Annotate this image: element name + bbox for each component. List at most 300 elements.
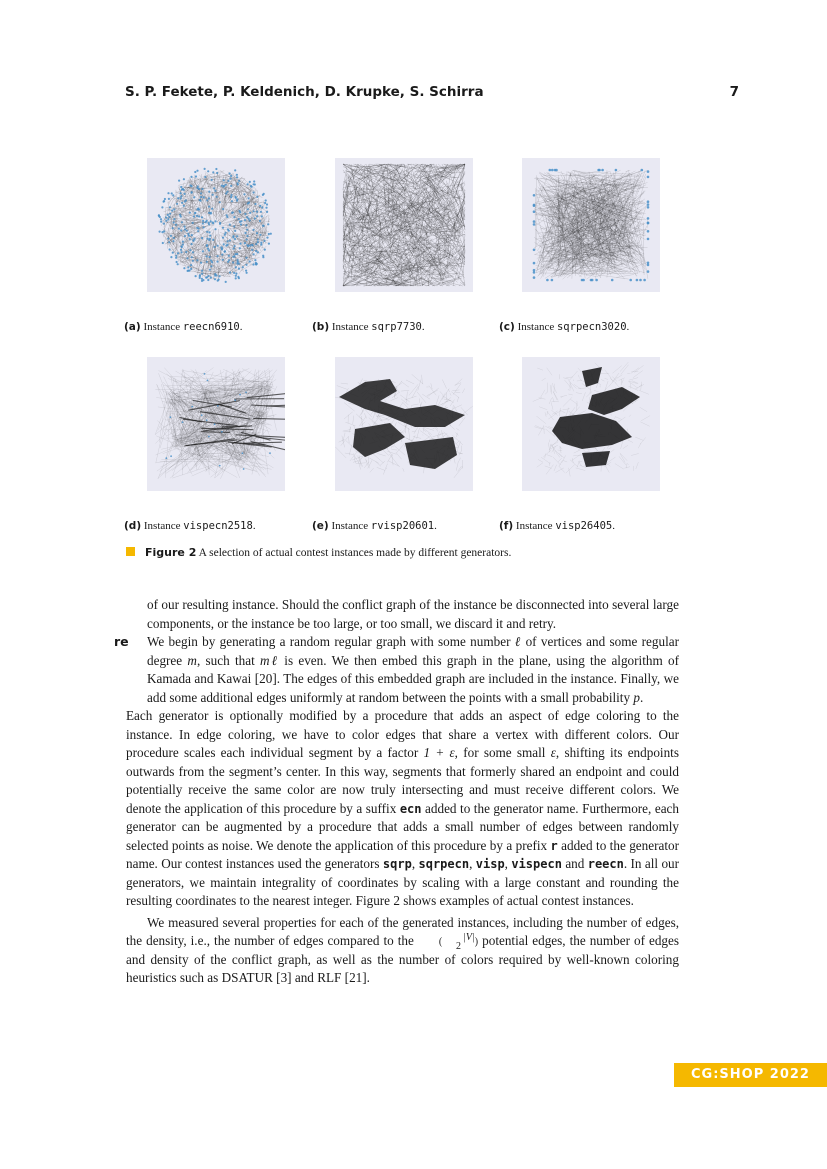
- edge-line: [442, 380, 446, 389]
- code-token: ecn: [399, 801, 422, 816]
- edge-line: [335, 447, 346, 458]
- edge-line: [559, 408, 560, 416]
- vertex-dot: [233, 248, 235, 250]
- vertex-dot: [234, 253, 236, 255]
- vertex-dot: [267, 223, 269, 225]
- vertex-dot: [235, 266, 237, 268]
- paragraph-properties: [126, 914, 679, 988]
- vertex-dot: [554, 169, 557, 172]
- vertex-dot: [216, 196, 218, 198]
- vertex-dot: [192, 251, 194, 253]
- vertex-dot: [260, 211, 262, 213]
- vertex-dot: [195, 175, 197, 177]
- vertex-dot: [184, 193, 186, 195]
- edge-line: [566, 408, 568, 416]
- continued-paragraph: of our resulting instance. Should the conflict graph of the instance be disconnected into several large components, or the instance be too large, or too small, we discard it and retry.: [147, 597, 679, 631]
- vertex-dot: [208, 249, 210, 251]
- text-run: We begin by generating a random regular graph with some number: [147, 634, 515, 649]
- vertex-dot: [202, 250, 204, 252]
- vertex-dot: [208, 197, 210, 199]
- edge-line: [576, 403, 577, 410]
- vertex-dot: [259, 234, 261, 236]
- subcaption-label: (a): [124, 321, 141, 333]
- vertex-dot: [263, 240, 265, 242]
- vertex-dot: [226, 214, 228, 216]
- vertex-dot: [533, 194, 536, 197]
- vertex-dot: [194, 238, 196, 240]
- edge-line: [623, 445, 628, 449]
- vertex-dot: [211, 179, 213, 181]
- subcaption-prefix: Instance: [515, 520, 553, 532]
- edge-line: [353, 461, 358, 462]
- vertex-dot: [247, 202, 249, 204]
- vertex-dot: [225, 192, 227, 194]
- edge-line: [551, 402, 553, 409]
- edge-line: [574, 450, 581, 453]
- generator-tag: re: [114, 634, 129, 649]
- math-var: mℓ: [260, 652, 280, 668]
- vertex-dot: [224, 250, 226, 252]
- vertex-dot: [256, 215, 258, 217]
- vertex-dot: [178, 180, 180, 182]
- vertex-dot: [203, 196, 205, 198]
- vertex-dot: [210, 276, 212, 278]
- vertex-dot: [249, 181, 251, 183]
- vertex-dot: [176, 261, 178, 263]
- vertex-dot: [232, 261, 234, 263]
- math-var: p: [633, 689, 640, 705]
- vertex-dot: [222, 208, 224, 210]
- edge-line: [635, 384, 644, 389]
- edge-line: [537, 368, 543, 370]
- edge-line: [450, 393, 451, 395]
- vertex-dot: [235, 197, 237, 199]
- vertex-dot: [200, 196, 202, 198]
- vertex-dot: [242, 266, 244, 268]
- vertex-dot: [181, 202, 183, 204]
- edge-line: [438, 394, 445, 406]
- vertex-dot: [177, 252, 179, 254]
- edge-line: [547, 411, 554, 420]
- subcaption-c: (c) Instance sqrpecn3020.: [499, 321, 630, 333]
- edge-line: [626, 170, 631, 171]
- edge-line: [424, 427, 434, 430]
- edge-line: [366, 459, 367, 462]
- edge-line: [569, 407, 575, 416]
- edge-line: [457, 433, 458, 437]
- vertex-dot: [171, 192, 173, 194]
- binom-top: |V|: [463, 931, 475, 943]
- edge-line: [457, 397, 458, 402]
- vertex-dot: [191, 256, 193, 258]
- figure-panel-e: [335, 357, 473, 491]
- vertex-dot: [647, 238, 650, 241]
- edge-line: [341, 436, 349, 446]
- vertex-dot: [165, 220, 167, 222]
- vertex-dot: [196, 227, 198, 229]
- vertex-dot: [194, 212, 196, 214]
- vertex-dot: [189, 249, 191, 251]
- vertex-dot: [206, 261, 208, 263]
- vertex-dot: [234, 245, 236, 247]
- vertex-dot: [262, 256, 264, 258]
- vertex-dot: [193, 240, 195, 242]
- code-token: visp: [475, 857, 505, 871]
- vertex-dot: [253, 210, 255, 212]
- instance-name: visp26405: [555, 520, 613, 532]
- vertex-dot: [533, 210, 536, 213]
- edge-mass: [588, 387, 640, 415]
- edge-line: [609, 377, 618, 387]
- vertex-dot: [177, 263, 179, 265]
- vertex-dot: [206, 276, 208, 278]
- edge-line: [389, 454, 398, 466]
- edge-line: [422, 394, 430, 399]
- vertex-dot: [160, 218, 162, 220]
- vertex-dot: [173, 221, 175, 223]
- text-run: of vertices and some regular degree: [147, 634, 679, 668]
- vertex-dot: [163, 223, 165, 225]
- edge-line: [156, 401, 170, 463]
- edge-line: [388, 451, 397, 454]
- edge-line: [638, 443, 641, 448]
- code-token: reecn: [587, 857, 624, 871]
- edge-line: [559, 461, 562, 466]
- vertex-dot: [190, 176, 192, 178]
- edge-line: [576, 393, 582, 394]
- vertex-dot: [189, 212, 191, 214]
- edge-line: [547, 455, 552, 457]
- vertex-dot: [206, 419, 208, 421]
- vertex-dot: [213, 246, 215, 248]
- vertex-dot: [216, 172, 218, 174]
- edge-line: [345, 422, 355, 426]
- vertex-dot: [197, 208, 199, 210]
- vertex-dot: [226, 191, 228, 193]
- vertex-dot: [191, 185, 193, 187]
- vertex-dot: [255, 250, 257, 252]
- vertex-dot: [237, 276, 239, 278]
- vertex-dot: [636, 279, 639, 282]
- vertex-dot: [201, 278, 203, 280]
- vertex-dot: [170, 455, 172, 457]
- vertex-dot: [172, 240, 174, 242]
- edge-line: [364, 413, 366, 418]
- vertex-dot: [223, 185, 225, 187]
- vertex-dot: [215, 168, 217, 170]
- vertex-dot: [194, 171, 196, 173]
- vertex-dot: [170, 256, 172, 258]
- edge-line: [412, 435, 415, 442]
- edge-line: [345, 453, 354, 455]
- vertex-dot: [168, 241, 170, 243]
- vertex-dot: [178, 228, 180, 230]
- text-run: added to the generator name. Furthermore, each generator can be augmented by a procedure that adds a small number of edges between randomly selected points as noise. We denote the application of this procedure by a prefix: [126, 800, 679, 853]
- vertex-dot: [179, 214, 181, 216]
- vertex-dot: [266, 211, 268, 213]
- edge-line: [449, 389, 450, 392]
- text-run: , shifting its endpoints outwards from the segment’s center. In this way, segments that formerly shared an endpoint and could potentially receive the same color are now truly intersecting and must receive different colors. We denote the application of this procedure by a suffix: [126, 745, 679, 816]
- vertex-dot: [181, 246, 183, 248]
- edge-line: [570, 399, 576, 403]
- edge-line: [459, 417, 465, 425]
- vertex-dot: [192, 222, 194, 224]
- edge-line: [605, 370, 612, 378]
- vertex-dot: [551, 169, 554, 172]
- text-run: .: [639, 689, 644, 705]
- vertex-dot: [225, 184, 227, 186]
- vertex-dot: [222, 237, 224, 239]
- edge-line: [409, 384, 418, 395]
- edge-line: [359, 416, 366, 426]
- edge-line: [636, 462, 639, 469]
- vertex-dot: [268, 233, 270, 235]
- edge-line: [574, 384, 581, 389]
- vertex-dot: [215, 220, 217, 222]
- edge-line: [403, 468, 404, 472]
- vertex-dot: [230, 194, 232, 196]
- vertex-dot: [164, 198, 166, 200]
- vertex-dot: [647, 176, 650, 179]
- subcaption-prefix: Instance: [517, 321, 555, 333]
- vertex-dot: [239, 247, 241, 249]
- vertex-dot: [196, 170, 198, 172]
- vertex-dot: [244, 242, 246, 244]
- math-var: ℓ: [514, 634, 522, 649]
- vertex-dot: [225, 232, 227, 234]
- vertex-dot: [221, 431, 223, 433]
- vertex-dot: [200, 262, 202, 264]
- vertex-dot: [193, 196, 195, 198]
- vertex-dot: [221, 185, 223, 187]
- vertex-dot: [210, 212, 212, 214]
- edge-line: [635, 437, 643, 440]
- vertex-dot: [214, 273, 216, 275]
- edge-line: [183, 195, 194, 197]
- edge-line: [545, 412, 546, 416]
- vertex-dot: [223, 243, 225, 245]
- vertex-dot: [260, 242, 262, 244]
- vertex-dot: [201, 414, 203, 416]
- edge-line: [368, 460, 372, 468]
- vertex-dot: [260, 244, 262, 246]
- instance-name: vispecn2518: [183, 520, 253, 532]
- paragraph-edge-coloring: [126, 707, 679, 911]
- subcaption-d: (d) Instance vispecn2518.: [124, 520, 256, 532]
- vertex-dot: [234, 399, 236, 401]
- vertex-dot: [230, 175, 232, 177]
- vertex-dot: [160, 221, 162, 223]
- subcaption-prefix: Instance: [143, 520, 181, 532]
- vertex-dot: [255, 243, 257, 245]
- vertex-dot: [209, 238, 211, 240]
- edge-line: [605, 378, 608, 379]
- vertex-dot: [199, 274, 201, 276]
- edge-line: [553, 457, 561, 465]
- vertex-dot: [187, 270, 189, 272]
- generator-re-item: [114, 633, 679, 707]
- edge-line: [370, 468, 374, 472]
- vertex-dot: [249, 260, 251, 262]
- vertex-dot: [217, 405, 219, 407]
- vertex-dot: [240, 220, 242, 222]
- vertex-dot: [233, 216, 235, 218]
- vertex-dot: [533, 249, 536, 252]
- vertex-dot: [198, 215, 200, 217]
- vertex-dot: [208, 436, 210, 438]
- vertex-dot: [236, 200, 238, 202]
- vertex-dot: [254, 203, 256, 205]
- vertex-dot: [236, 174, 238, 176]
- text-run: ,: [504, 856, 512, 871]
- vertex-dot: [221, 254, 223, 256]
- figure-panel-f: [522, 357, 660, 491]
- vertex-dot: [180, 197, 182, 199]
- vertex-dot: [219, 201, 221, 203]
- vertex-dot: [214, 423, 216, 425]
- edge-line: [395, 422, 397, 426]
- edge-line: [556, 453, 560, 458]
- vertex-dot: [182, 421, 184, 423]
- edge-line: [634, 365, 643, 372]
- vertex-dot: [207, 248, 209, 250]
- vertex-dot: [165, 457, 167, 459]
- edge-line: [436, 395, 439, 404]
- vertex-dot: [233, 225, 235, 227]
- edge-line: [546, 465, 553, 475]
- vertex-dot: [229, 224, 231, 226]
- vertex-dot: [192, 260, 194, 262]
- vertex-dot: [243, 468, 245, 470]
- vertex-dot: [246, 239, 248, 241]
- vertex-dot: [251, 249, 253, 251]
- vertex-dot: [210, 220, 212, 222]
- edge-line: [580, 465, 587, 467]
- vertex-dot: [175, 255, 177, 257]
- vertex-dot: [222, 259, 224, 261]
- vertex-dot: [196, 215, 198, 217]
- edge-line: [640, 422, 650, 427]
- edge-line: [400, 395, 409, 402]
- edge-line: [553, 397, 555, 402]
- vertex-dot: [167, 192, 169, 194]
- edge-line: [578, 461, 581, 466]
- vertex-dot: [533, 271, 536, 274]
- vertex-dot: [235, 273, 237, 275]
- edge-line: [167, 242, 182, 263]
- edge-line: [429, 386, 436, 396]
- edge-line: [427, 388, 438, 397]
- vertex-dot: [167, 238, 169, 240]
- vertex-dot: [647, 170, 650, 173]
- vertex-dot: [187, 266, 189, 268]
- subcaption-b: (b) Instance sqrp7730.: [312, 321, 425, 333]
- edge-line: [569, 371, 578, 381]
- subcaption-a: (a) Instance reecn6910.: [124, 321, 243, 333]
- edge-line: [341, 383, 348, 384]
- vertex-dot: [629, 279, 632, 282]
- vertex-dot: [191, 243, 193, 245]
- edge-line: [454, 467, 463, 478]
- edge-line: [631, 368, 639, 374]
- subcaption-prefix: Instance: [331, 520, 369, 532]
- subcaption-prefix: Instance: [143, 321, 181, 333]
- vertex-dot: [243, 193, 245, 195]
- vertex-dot: [234, 238, 236, 240]
- instance-name: sqrpecn3020: [556, 321, 627, 333]
- edge-line: [594, 390, 604, 393]
- vertex-dot: [248, 197, 250, 199]
- edge-line: [456, 441, 459, 444]
- edge-line: [615, 464, 624, 470]
- edge-line: [578, 375, 579, 378]
- vertex-dot: [223, 179, 225, 181]
- text-run: , such that: [196, 652, 261, 668]
- edge-line: [553, 386, 556, 393]
- edge-line: [344, 403, 355, 412]
- vertex-dot: [211, 208, 213, 210]
- vertex-dot: [199, 277, 201, 279]
- edge-line: [450, 400, 454, 407]
- vertex-dot: [253, 253, 255, 255]
- edge-line: [243, 442, 282, 443]
- vertex-dot: [256, 232, 258, 234]
- vertex-dot: [191, 406, 193, 408]
- vertex-dot: [615, 169, 618, 172]
- vertex-dot: [162, 242, 164, 244]
- edge-line: [631, 454, 639, 456]
- vertex-dot: [159, 216, 161, 218]
- text-run: ,: [411, 856, 419, 871]
- vertex-dot: [213, 187, 215, 189]
- vertex-dot: [201, 270, 203, 272]
- vertex-dot: [206, 199, 208, 201]
- vertex-dot: [172, 252, 174, 254]
- vertex-dot: [175, 224, 177, 226]
- edge-line: [377, 467, 385, 470]
- vertex-dot: [533, 262, 536, 265]
- vertex-dot: [209, 269, 211, 271]
- vertex-dot: [177, 197, 179, 199]
- subcaption-label: (f): [499, 520, 514, 532]
- text-run: Each generator is optionally modified by a procedure that adds an aspect of edge coloring to the instance. In edge coloring, we have to color edges that share a vertex with different colors. Our procedure scales each individual segment by a factor: [126, 708, 679, 760]
- edge-line: [553, 392, 558, 401]
- vertex-dot: [254, 259, 256, 261]
- text-run: , for some small: [454, 745, 551, 760]
- instance-name: sqrp7730: [371, 321, 422, 333]
- edge-line: [383, 464, 387, 475]
- vertex-dot: [254, 183, 256, 185]
- edge-line: [563, 397, 572, 406]
- vertex-dot: [245, 224, 247, 226]
- vertex-dot: [253, 191, 255, 193]
- edge-line: [583, 451, 589, 452]
- vertex-dot: [198, 188, 200, 190]
- edge-line: [554, 465, 557, 471]
- edge-line: [570, 460, 578, 467]
- edge-line: [547, 368, 552, 376]
- edge-line: [624, 467, 630, 469]
- edge-line: [578, 368, 582, 372]
- edge-line: [423, 435, 424, 436]
- vertex-dot: [266, 203, 268, 205]
- vertex-dot: [201, 188, 203, 190]
- vertex-dot: [611, 279, 614, 282]
- figure-caption-text: A selection of actual contest instances made by different generators.: [198, 547, 512, 559]
- vertex-dot: [591, 279, 594, 282]
- edge-line: [601, 379, 604, 381]
- edge-line: [542, 378, 546, 381]
